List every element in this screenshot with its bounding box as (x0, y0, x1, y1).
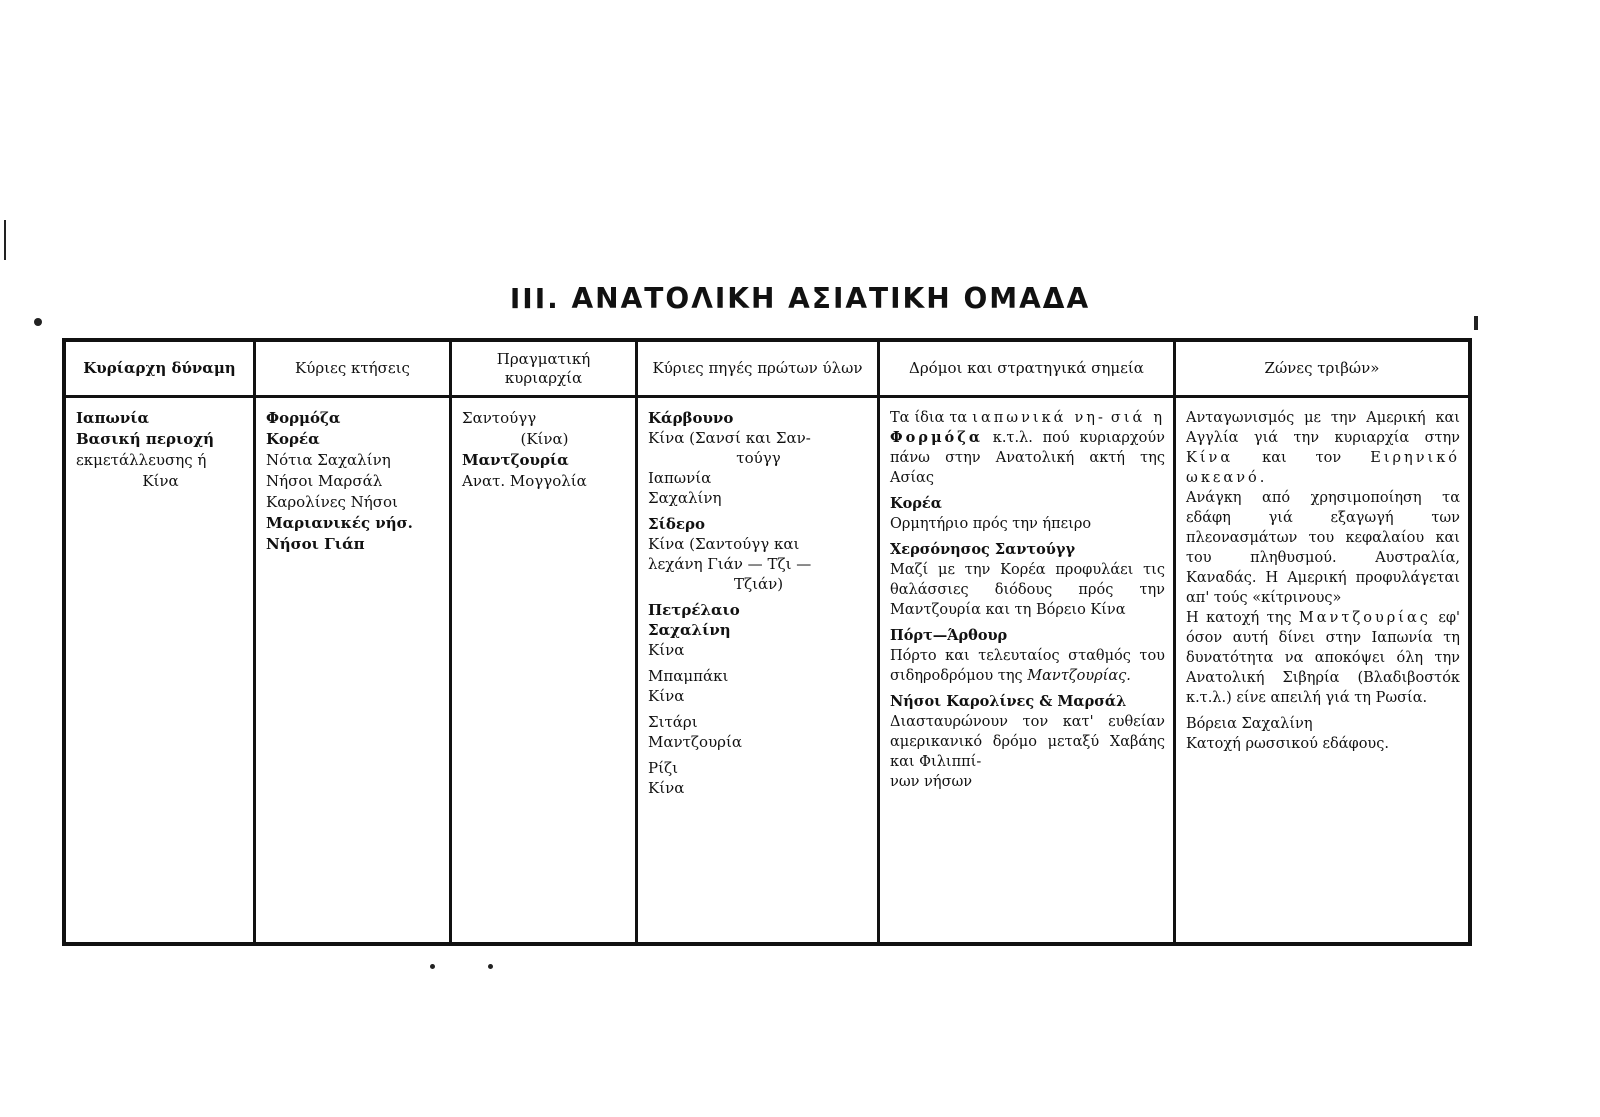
text-routes-p1d: Φορμόζα (890, 429, 983, 446)
cell-japan: Ιαπωνία (76, 409, 150, 427)
page-title: III. ΑΝΑΤΟΛΙΚΗ ΑΣΙΑΤΙΚΗ ΟΜΑΔΑ (509, 282, 1091, 315)
cell-shandong: Σαντούγγ (462, 409, 537, 427)
cell-routes-port-arthur: Πόρτ—Άρθουρ (890, 627, 1008, 644)
cell-south-sakhalin: Νότια Σαχαλίνη (266, 451, 391, 469)
header-friction-zones: Ζώνες τριβών» (1176, 342, 1468, 398)
text-routes-p1a: Τα ίδια τα (890, 410, 968, 426)
cell-routes-caroline-text-end: νων νήσων (890, 774, 973, 790)
data-table (62, 338, 1472, 946)
cell-oil-china: Κίνα (648, 641, 685, 659)
cell-friction-need: Ανάγκη από χρησιμοποίηση τα εδάφη γιά εξαγωγή των πλεονασμάτων του κεφαλαίου και του πληθυσμού. Αυστραλία, Καναδάς. Η Αμερική προφυλάγεται απ' τούς «κίτρινους» (1186, 490, 1460, 606)
cell-routes-port-arthur-text (890, 646, 1165, 686)
cell-caroline-islands: Καρολίνες Νήσοι (266, 493, 398, 511)
cell-iron-basin-cont: Τζιάν) (733, 575, 784, 593)
scan-speck (34, 318, 42, 326)
text-friction-p1c: και τον (1262, 450, 1342, 466)
cell-routes-korea-text: Ορμητήριο πρός την ήπειρο (890, 516, 1092, 532)
header-actual-domination: Πραγματική κυριαρχία (452, 342, 635, 398)
cell-routes-korea: Κορέα (890, 495, 942, 512)
cell-oil: Πετρέλαιο (648, 601, 740, 619)
cell-friction-competition (1186, 408, 1460, 488)
header-raw-materials: Κύριες πηγές πρώτων ύλων (638, 342, 877, 398)
column-actual-domination (452, 342, 638, 942)
scan-speck (488, 964, 493, 969)
cell-iron-basin: λεχάνη Γιάν — Τζι — (648, 555, 812, 573)
cell-formosa: Φορμόζα (266, 409, 341, 427)
cell-korea: Κορέα (266, 430, 320, 448)
header-main-possessions: Κύριες κτήσεις (256, 342, 449, 398)
cell-coal-japan: Ιαπωνία (648, 469, 712, 487)
cell-routes-caroline-text: Διασταυρώνουν τον κατ' ευθείαν αμερικανικό δρόμο μεταξύ Χαβάης και Φιλιππί- (890, 714, 1165, 770)
cell-coal-china: Κίνα (Σανσί και Σαν- (648, 429, 811, 447)
cell-cotton-china: Κίνα (648, 687, 685, 705)
cell-base-region: Βασική περιοχή (76, 430, 215, 448)
cell-yap-islands: Νήσοι Γιάπ (266, 535, 365, 553)
cell-exploitation: εκμετάλλευσης ή (76, 451, 207, 469)
cell-rice: Ρίζι (648, 759, 678, 777)
text-friction-p3a: Η κατοχή της (1186, 610, 1292, 626)
cell-marshall-islands: Νήσοι Μαρσάλ (266, 472, 383, 490)
cell-coal-sakhalin: Σαχαλίνη (648, 489, 722, 507)
cell-iron-china: Κίνα (Σαντούγγ και (648, 535, 800, 553)
column-raw-materials (638, 342, 880, 942)
cell-routes-japan-islands (890, 408, 1165, 488)
text-routes-p1e: κ.τ.λ. πού κυριαρχούν πάνω στην Ανατολική ακτή της Ασίας (890, 430, 1165, 486)
text-routes-p4b: Μαντζουρίας. (1027, 668, 1131, 684)
text-routes-p1b: ιαπωνικά νη- (972, 410, 1106, 426)
cell-friction-north-sakhalin: Βόρεια Σαχαλίνη (1186, 716, 1313, 732)
cell-iron: Σίδερο (648, 515, 705, 533)
text-friction-p3c: εφ' όσον αυτή δίνει στην Ιαπωνία τη δυνατότητα να αποκόψει όλη την Ανατολική Σιβηρία (Βλαδιβοστόκ κ.τ.λ.) είνε απειλή γιά τη Ρωσία. (1186, 610, 1461, 706)
cell-routes-shandong-text: Μαζί με την Κορέα προφυλάει τις θαλάσσιες διόδους πρός την Μαντζουρία και τη Βόρειο Κίνα (890, 562, 1165, 618)
column-main-possessions (256, 342, 452, 942)
cell-friction-manchuria (1186, 608, 1460, 708)
header-routes: Δρόμοι και στρατηγικά σημεία (880, 342, 1173, 398)
text-friction-p1d: Ειρηνικό ωκεανό. (1186, 450, 1461, 486)
column-friction-zones (1176, 342, 1468, 942)
cell-wheat-manchuria: Μαντζουρία (648, 733, 743, 751)
column-routes (880, 342, 1176, 942)
cell-rice-china: Κίνα (648, 779, 685, 797)
header-dominant-power: Κυρίαρχη δύναμη (66, 342, 253, 398)
cell-friction-occupation: Κατοχή ρωσσικού εδάφους. (1186, 736, 1389, 752)
cell-east-mongolia: Ανατ. Μογγολία (462, 472, 587, 490)
cell-china-paren: (Κίνα) (520, 430, 569, 448)
text-friction-p1a: Ανταγωνισμός με την Αμερική και Αγγλία γιά την κυριαρχία στην (1186, 410, 1460, 446)
scan-speck (430, 964, 435, 969)
cell-coal: Κάρβουνο (648, 409, 734, 427)
cell-manchuria: Μαντζουρία (462, 451, 569, 469)
cell-coal-china-cont: τούγγ (736, 449, 781, 467)
cell-wheat: Σιτάρι (648, 713, 698, 731)
column-dominant-power (66, 342, 256, 942)
cell-cotton: Μπαμπάκι (648, 667, 729, 685)
cell-china: Κίνα (142, 472, 179, 490)
text-friction-p1b: Κίνα (1186, 450, 1234, 466)
cell-routes-caroline: Νήσοι Καρολίνες & Μαρσάλ (890, 693, 1127, 710)
text-friction-p3b: Μαντζουρίας (1298, 610, 1431, 626)
cell-mariana-islands: Μαριανικές νήσ. (266, 514, 413, 532)
cell-routes-shandong: Χερσόνησος Σαντούγγ (890, 541, 1076, 558)
cell-oil-sakhalin: Σαχαλίνη (648, 621, 731, 639)
text-routes-p1c: σιά η (1110, 410, 1166, 426)
scan-speck (1474, 316, 1478, 330)
text-routes-p4a: Πόρτο και τελευταίος σταθμός του σιδηροδρόμου της (890, 648, 1165, 684)
scan-speck (4, 220, 6, 260)
